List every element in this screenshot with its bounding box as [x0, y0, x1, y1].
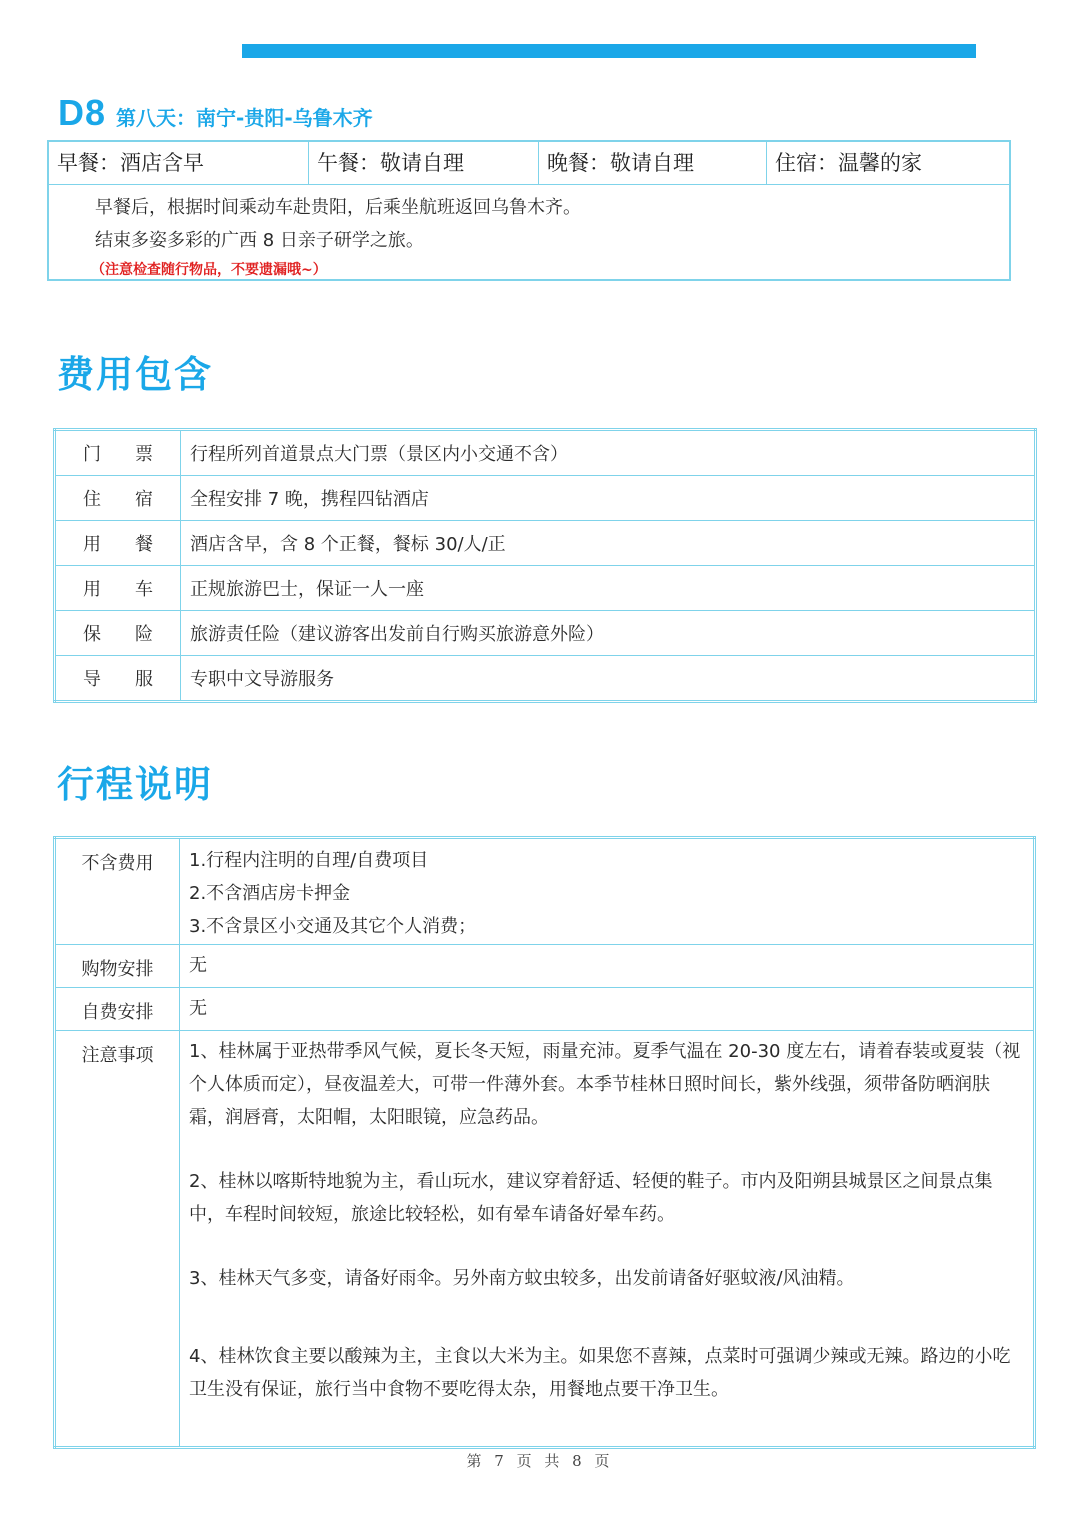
table-row	[55, 838, 1035, 945]
notes-values	[180, 1031, 1035, 1448]
day-heading	[58, 92, 373, 136]
list-item: 2.不含酒店房卡押金	[189, 883, 351, 904]
note-paragraph: 4、桂林饮食主要以酸辣为主，主食以大米为主。如果您不喜辣，点菜时可强调少辣或无辣。路边的小吃卫生没有保证，旅行当中食物不要吃得太杂，用餐地点要干净卫生。	[189, 1346, 1011, 1400]
table-row	[55, 988, 1035, 1031]
fees-table	[53, 428, 1037, 703]
note-paragraph: 3、桂林天气多变，请备好雨伞。另外南方蚊虫较多，出发前请备好驱蚊液/风油精。	[189, 1268, 855, 1289]
fees-section-title: 费用包含	[57, 353, 213, 396]
day-code: D8	[58, 92, 107, 133]
table-row	[55, 656, 1036, 702]
table-row	[55, 476, 1036, 521]
list-item: 3.不含景区小交通及其它个人消费；	[189, 916, 477, 937]
selfpaid-label: 自费安排	[55, 988, 180, 1031]
day-description	[49, 185, 1009, 283]
fee-value: 专职中文导游服务	[181, 656, 1036, 702]
fee-value: 正规旅游巴士，保证一人一座	[181, 566, 1036, 611]
shopping-value: 无	[180, 945, 1035, 988]
note-paragraph: 1、桂林属于亚热带季风气候，夏长冬天短，雨量充沛。夏季气温在 20-30 度左右，请着春装或夏装（视个人体质而定），昼夜温差大，可带一件薄外套。本季节桂林日照时间长，紫外线强，须带备防晒润肤霜，润唇膏，太阳帽，太阳眼镜，应急药品。	[189, 1041, 1021, 1128]
fee-label: 门 票	[55, 430, 181, 476]
shopping-label: 购物安排	[55, 945, 180, 988]
meal-breakfast: 早餐：酒店含早	[49, 142, 309, 184]
list-item: 1.行程内注明的自理/自费项目	[189, 850, 429, 871]
table-row	[55, 945, 1035, 988]
header-accent-bar	[242, 44, 976, 58]
table-row	[55, 521, 1036, 566]
table-row	[55, 566, 1036, 611]
fee-value: 行程所列首道景点大门票（景区内小交通不含）	[181, 430, 1036, 476]
day-schedule-box	[47, 140, 1011, 281]
table-row	[55, 611, 1036, 656]
fee-label: 用 餐	[55, 521, 181, 566]
fee-label: 住 宿	[55, 476, 181, 521]
description-line: 早餐后，根据时间乘动车赴贵阳，后乘坐航班返回乌鲁木齐。	[95, 197, 581, 218]
meal-lunch: 午餐：敬请自理	[309, 142, 539, 184]
fee-value: 酒店含早，含 8 个正餐，餐标 30/人/正	[181, 521, 1036, 566]
reminder-note: （注意检查随行物品，不要遗漏哦~）	[91, 262, 327, 278]
day-title: 第八天：南宁-贵阳-乌鲁木齐	[116, 106, 373, 130]
excluded-values	[180, 838, 1035, 945]
excluded-label: 不含费用	[55, 838, 180, 945]
table-row	[55, 1031, 1035, 1448]
fee-value: 旅游责任险（建议游客出发前自行购买旅游意外险）	[181, 611, 1036, 656]
itinerary-table	[53, 836, 1036, 1449]
note-paragraph: 2、桂林以喀斯特地貌为主，看山玩水，建议穿着舒适、轻便的鞋子。市内及阳朔县城景区之间景点集中，车程时间较短，旅途比较轻松，如有晕车请备好晕车药。	[189, 1171, 993, 1225]
meal-dinner: 晚餐：敬请自理	[539, 142, 767, 184]
meal-row	[49, 142, 1009, 185]
selfpaid-value: 无	[180, 988, 1035, 1031]
description-line: 结束多姿多彩的广西 8 日亲子研学之旅。	[95, 230, 424, 251]
fee-label: 用 车	[55, 566, 181, 611]
page-number: 第 7 页 共 8 页	[466, 1452, 614, 1470]
itinerary-section-title: 行程说明	[57, 763, 213, 806]
meal-lodging: 住宿：温馨的家	[775, 151, 922, 175]
table-row	[55, 430, 1036, 476]
fee-label: 导 服	[55, 656, 181, 702]
notes-label: 注意事项	[55, 1031, 180, 1448]
fee-value: 全程安排 7 晚，携程四钻酒店	[181, 476, 1036, 521]
fee-label: 保 险	[55, 611, 181, 656]
